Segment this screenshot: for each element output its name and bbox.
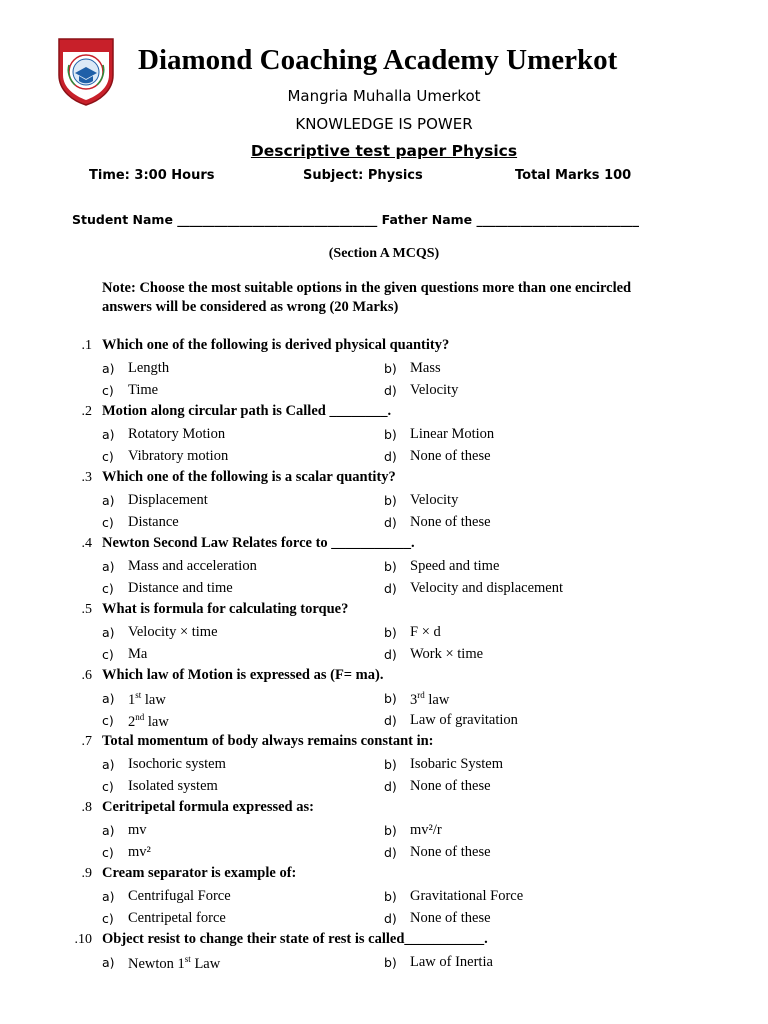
option-text: Velocity xyxy=(410,492,459,508)
option-row xyxy=(0,688,768,710)
option-row xyxy=(0,710,768,732)
question-text: Cream separator is example of: xyxy=(102,865,297,881)
question-number: .3 xyxy=(81,470,92,485)
option-text: Displacement xyxy=(128,492,208,508)
paper-title: Descriptive test paper Physics xyxy=(250,142,518,160)
option-letter: d) xyxy=(384,581,397,596)
option-letter: c) xyxy=(102,779,114,794)
option-text: Velocity xyxy=(410,382,459,398)
question xyxy=(0,864,768,886)
option-text: F × d xyxy=(410,624,441,640)
option-letter: d) xyxy=(384,713,397,728)
question xyxy=(0,336,768,358)
question-text: Which one of the following is derived physical quantity? xyxy=(102,337,450,353)
option-letter: a) xyxy=(102,625,115,640)
option-text: Mass xyxy=(410,360,441,376)
question xyxy=(0,468,768,490)
option-letter: b) xyxy=(384,559,397,574)
option-text: mv²/r xyxy=(410,822,442,838)
option-letter: c) xyxy=(102,383,114,398)
question-number: .1 xyxy=(81,338,92,353)
option-letter: d) xyxy=(384,449,397,464)
option-text: Isobaric System xyxy=(410,756,504,772)
mcq-list xyxy=(0,336,768,974)
option-text: 1st law xyxy=(128,690,166,708)
option-row xyxy=(0,842,768,864)
option-text: Law of gravitation xyxy=(410,712,518,728)
option-text: 2nd law xyxy=(128,712,169,730)
option-row xyxy=(0,776,768,798)
option-text: None of these xyxy=(410,778,491,794)
option-text: Isolated system xyxy=(128,778,218,794)
option-row xyxy=(0,886,768,908)
option-letter: a) xyxy=(102,955,115,970)
option-text: 3rd law xyxy=(410,690,450,708)
option-letter: b) xyxy=(384,757,397,772)
option-letter: c) xyxy=(102,515,114,530)
option-letter: a) xyxy=(102,889,115,904)
exam-total-marks: Total Marks 100 xyxy=(515,168,632,183)
option-text: Rotatory Motion xyxy=(128,426,226,442)
question-text: Motion along circular path is Called ________. xyxy=(102,403,392,419)
question-text: Object resist to change their state of rest is called___________. xyxy=(102,931,488,947)
question xyxy=(0,534,768,556)
exam-subject: Subject: Physics xyxy=(303,168,423,183)
section-heading: (Section A MCQS) xyxy=(328,246,440,261)
question-number: .6 xyxy=(81,668,92,683)
option-letter: c) xyxy=(102,647,114,662)
option-row xyxy=(0,820,768,842)
question-number: .5 xyxy=(81,602,92,617)
option-text: Speed and time xyxy=(410,558,500,574)
question-text: Ceritripetal formula expressed as: xyxy=(102,799,314,815)
option-letter: c) xyxy=(102,449,114,464)
academy-address: Mangria Muhalla Umerkot xyxy=(287,87,481,105)
option-letter: c) xyxy=(102,845,114,860)
option-text: Velocity × time xyxy=(128,624,218,640)
option-row xyxy=(0,578,768,600)
question xyxy=(0,402,768,424)
option-letter: d) xyxy=(384,647,397,662)
option-letter: b) xyxy=(384,493,397,508)
question-number: .4 xyxy=(81,536,92,551)
option-letter: a) xyxy=(102,361,115,376)
option-letter: b) xyxy=(384,955,397,970)
option-text: Isochoric system xyxy=(128,756,226,772)
question xyxy=(0,600,768,622)
option-row xyxy=(0,512,768,534)
question-text: What is formula for calculating torque? xyxy=(102,601,349,617)
exam-time: Time: 3:00 Hours xyxy=(89,168,215,183)
question-text: Which one of the following is a scalar quantity? xyxy=(102,469,396,485)
option-letter: b) xyxy=(384,889,397,904)
option-text: Law of Inertia xyxy=(410,954,493,970)
option-row xyxy=(0,908,768,930)
question xyxy=(0,732,768,754)
option-row xyxy=(0,490,768,512)
question-text: Which law of Motion is expressed as (F= ma). xyxy=(102,667,384,683)
option-text: Distance and time xyxy=(128,580,233,596)
option-letter: a) xyxy=(102,493,115,508)
option-text: Velocity and displacement xyxy=(410,580,564,596)
option-text: None of these xyxy=(410,514,491,530)
instructions-note: Note: Choose the most suitable options in the given questions more than one encircled answers will be considered as wrong (20 Marks) xyxy=(102,280,632,315)
option-row xyxy=(0,556,768,578)
question-number: .10 xyxy=(74,932,92,947)
option-row xyxy=(0,644,768,666)
option-text: mv xyxy=(128,822,147,838)
question-number: .7 xyxy=(81,734,92,749)
option-text: Work × time xyxy=(410,646,484,662)
option-letter: c) xyxy=(102,911,114,926)
option-text: None of these xyxy=(410,448,491,464)
option-text: Newton 1st Law xyxy=(128,954,221,972)
option-row xyxy=(0,446,768,468)
option-letter: b) xyxy=(384,361,397,376)
question-text: Newton Second Law Relates force to ___________. xyxy=(102,535,415,551)
option-letter: a) xyxy=(102,427,115,442)
option-row xyxy=(0,424,768,446)
question xyxy=(0,666,768,688)
academy-motto: KNOWLEDGE IS POWER xyxy=(295,115,473,133)
option-text: None of these xyxy=(410,844,491,860)
option-letter: b) xyxy=(384,625,397,640)
option-letter: c) xyxy=(102,713,114,728)
question xyxy=(0,930,768,952)
option-letter: d) xyxy=(384,383,397,398)
option-row xyxy=(0,754,768,776)
option-letter: b) xyxy=(384,691,397,706)
question xyxy=(0,798,768,820)
option-text: mv² xyxy=(128,844,151,860)
option-text: Distance xyxy=(128,514,179,530)
question-number: .9 xyxy=(81,866,92,881)
option-row xyxy=(0,358,768,380)
option-text: Gravitational Force xyxy=(410,888,524,904)
option-row xyxy=(0,622,768,644)
option-row xyxy=(0,952,768,974)
student-father-name-line: Student Name ________________________________ Father Name __________________________ xyxy=(72,212,639,227)
option-row xyxy=(0,380,768,402)
option-letter: b) xyxy=(384,427,397,442)
question-number: .2 xyxy=(81,404,92,419)
option-text: Time xyxy=(128,382,159,398)
option-letter: d) xyxy=(384,779,397,794)
option-text: Centrifugal Force xyxy=(128,888,231,904)
academy-name: Diamond Coaching Academy Umerkot xyxy=(138,44,618,76)
option-text: Ma xyxy=(128,646,148,662)
option-text: Centripetal force xyxy=(128,910,226,926)
option-letter: d) xyxy=(384,911,397,926)
option-letter: a) xyxy=(102,757,115,772)
option-letter: d) xyxy=(384,845,397,860)
option-letter: a) xyxy=(102,691,115,706)
option-text: Mass and acceleration xyxy=(128,558,257,574)
option-letter: b) xyxy=(384,823,397,838)
option-letter: a) xyxy=(102,823,115,838)
option-text: Length xyxy=(128,360,170,376)
option-letter: d) xyxy=(384,515,397,530)
question-number: .8 xyxy=(81,800,92,815)
question-text: Total momentum of body always remains constant in: xyxy=(102,733,434,749)
option-text: Linear Motion xyxy=(410,426,495,442)
option-letter: c) xyxy=(102,581,114,596)
option-text: None of these xyxy=(410,910,491,926)
option-text: Vibratory motion xyxy=(128,448,229,464)
option-letter: a) xyxy=(102,559,115,574)
